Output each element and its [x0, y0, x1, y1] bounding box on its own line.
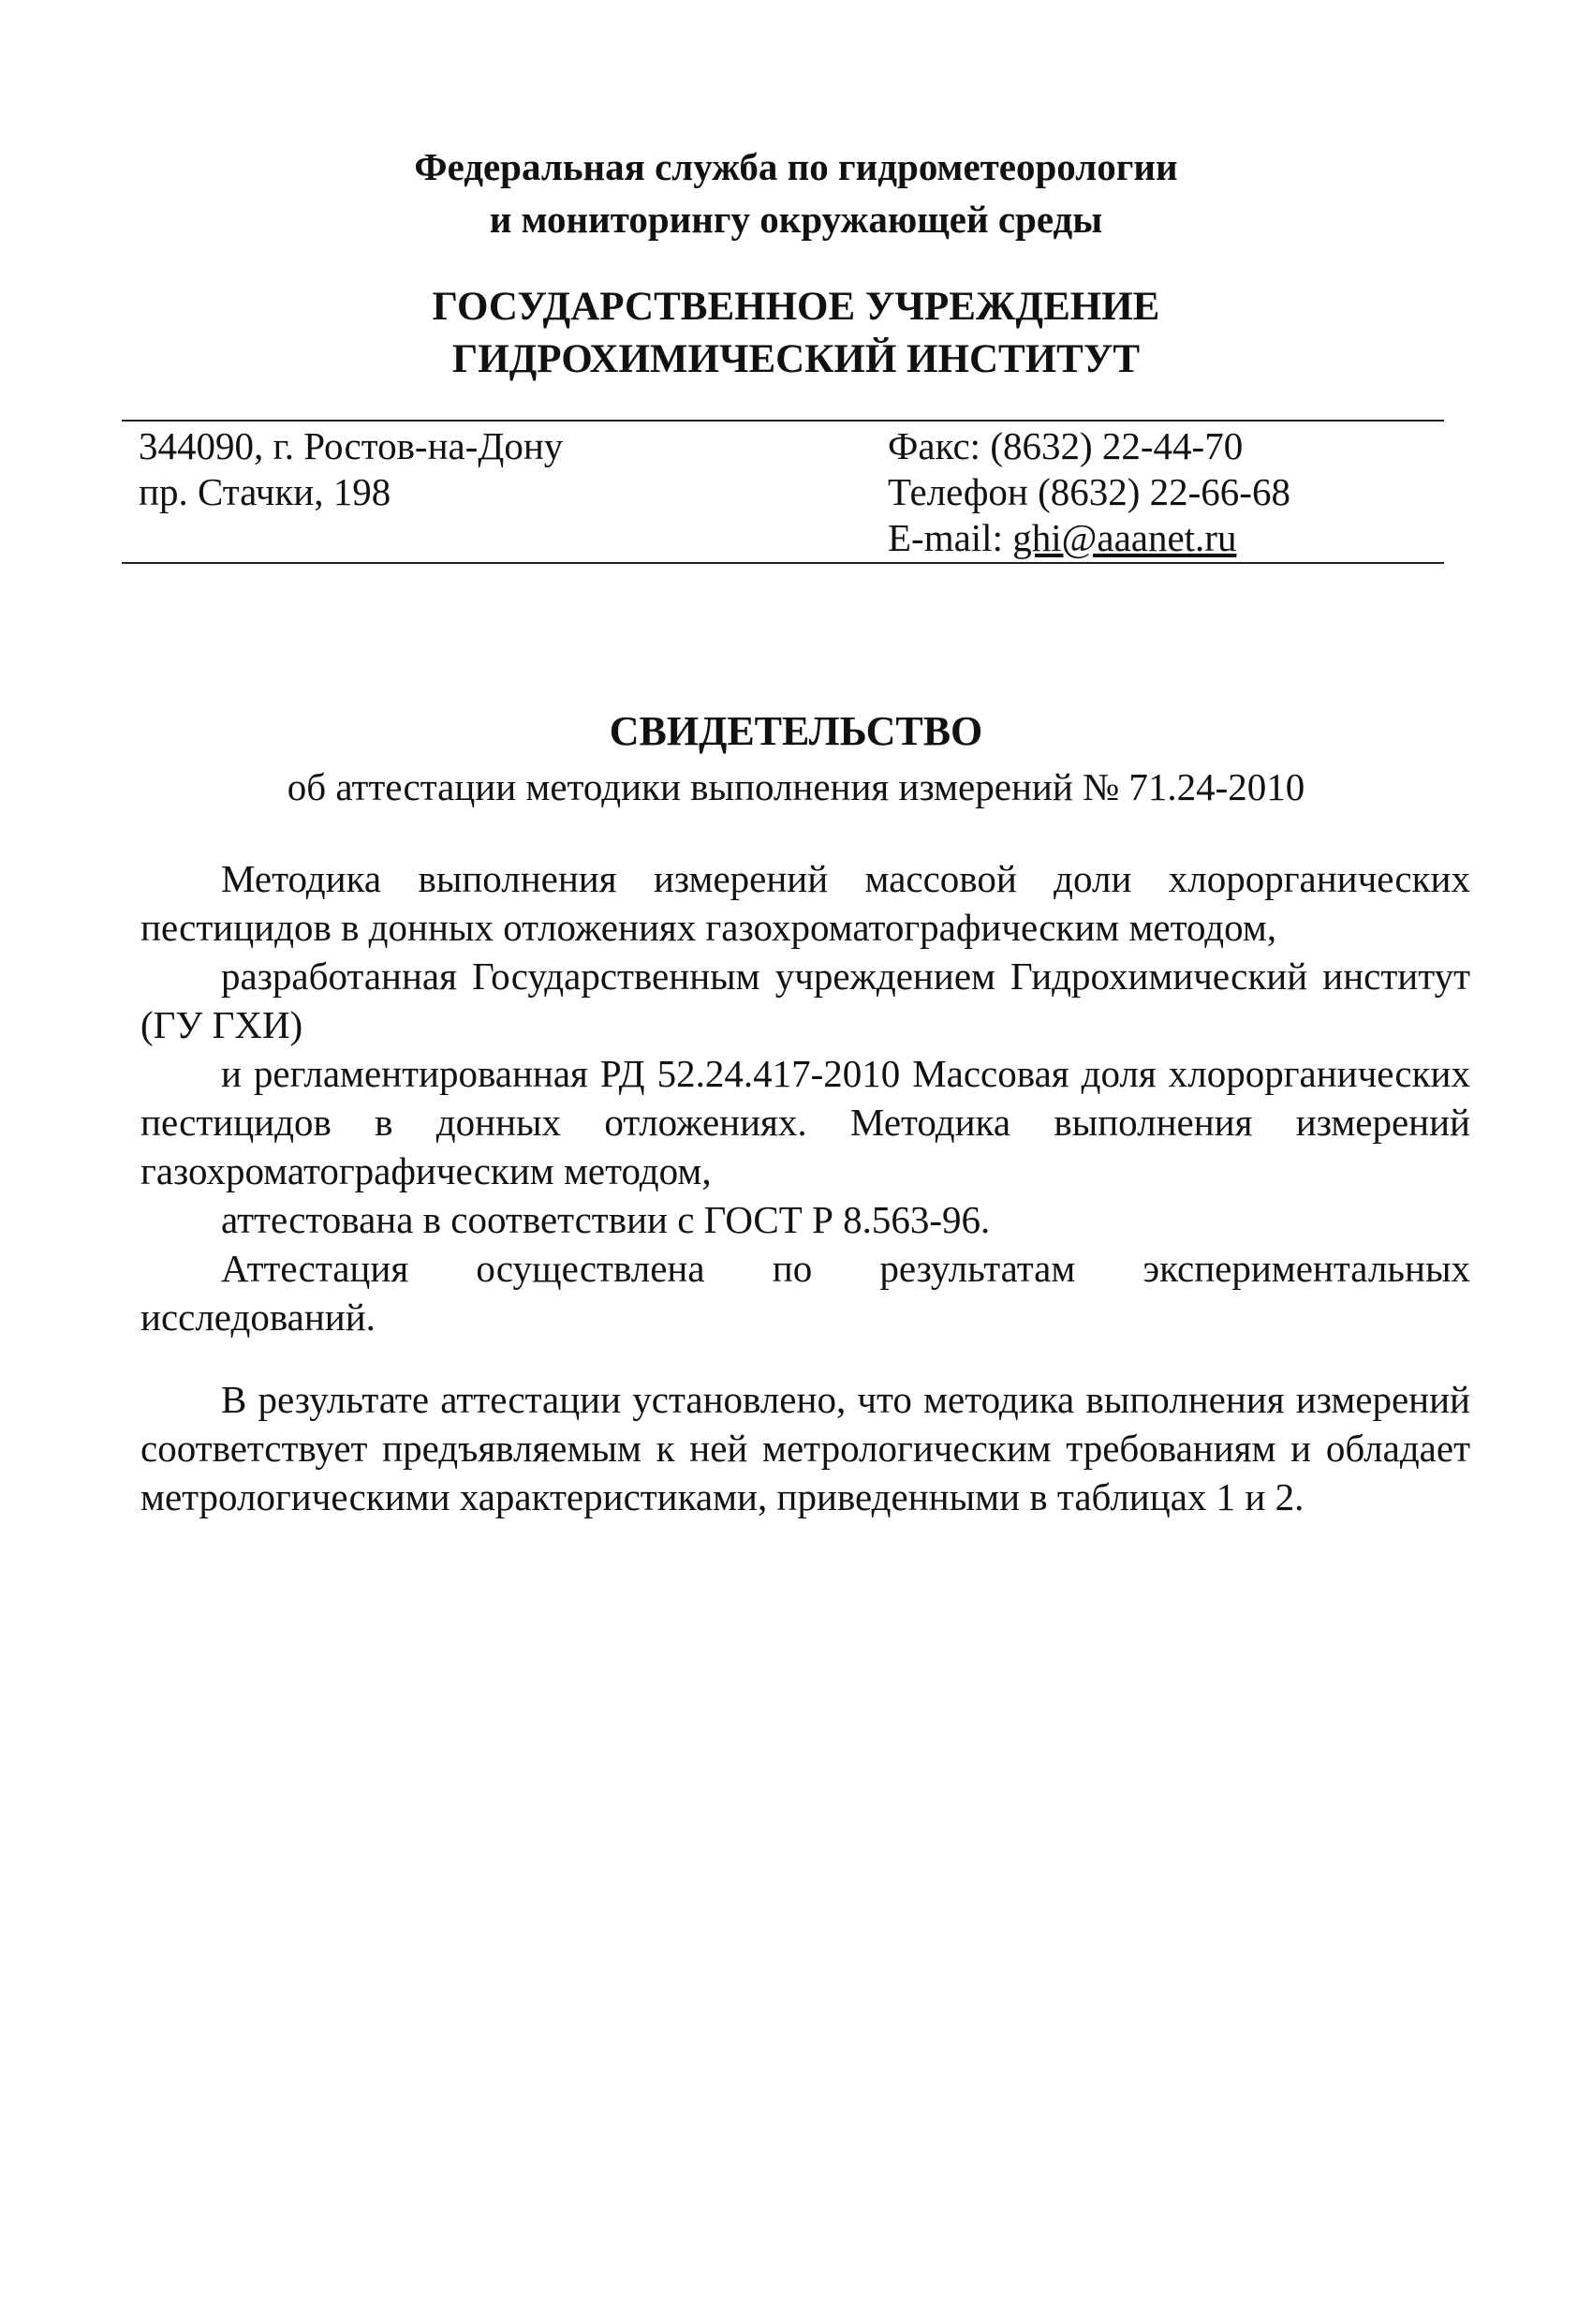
institution-header [0, 281, 1592, 386]
email-line [888, 515, 1290, 561]
institution-line-1: ГОСУДАРСТВЕННОЕ УЧРЕЖДЕНИЕ [432, 285, 1160, 329]
body-paragraph-regulation: и регламентированная РД 52.24.417-2010 Массовая доля хлорорганических пестицидов в донных отложениях. Методика выполнения измерений газохроматографическим методом, [140, 1052, 1470, 1192]
certificate-body [140, 854, 1470, 1341]
certificate-result [140, 1375, 1470, 1521]
certificate-subtitle: об аттестации методики выполнения измерений № 71.24-2010 [287, 765, 1305, 808]
agency-header [0, 141, 1592, 245]
agency-line-2: и мониторингу окружающей среды [489, 198, 1103, 241]
address-block [139, 423, 563, 515]
email-label: E-mail: [888, 516, 1013, 559]
body-paragraph-basis: Аттестация осуществлена по результатам экспериментальных исследований. [140, 1247, 1470, 1339]
address-line-2: пр. Стачки, 198 [139, 470, 391, 513]
email-link[interactable]: ghi@aaanet.ru [1012, 516, 1237, 559]
contact-top-divider [122, 420, 1444, 422]
contact-details [888, 423, 1290, 561]
body-paragraph-standard: аттестована в соответствии с ГОСТ Р 8.563-96. [221, 1198, 991, 1241]
agency-line-1: Федеральная служба по гидрометеорологии [414, 145, 1178, 188]
institution-line-2: ГИДРОХИМИЧЕСКИЙ ИНСТИТУТ [451, 337, 1141, 381]
body-paragraph-developer: разработанная Государственным учреждением Гидрохимический институт (ГУ ГХИ) [140, 955, 1470, 1046]
certificate-title: СВИДЕТЕЛЬСТВО [609, 708, 983, 754]
result-paragraph: В результате аттестации установлено, что методика выполнения измерений соответствует предъявляемым к ней метрологическим требованиям и обладает метрологическими характеристиками, приведенными в таблицах 1 и 2. [140, 1378, 1470, 1518]
phone-number: Телефон (8632) 22-66-68 [888, 470, 1290, 513]
contact-bottom-divider [122, 562, 1444, 564]
address-line-1: 344090, г. Ростов-на-Дону [139, 424, 564, 467]
fax-number: Факс: (8632) 22-44-70 [888, 424, 1244, 467]
body-paragraph-method: Методика выполнения измерений массовой доли хлорорганических пестицидов в донных отложениях газохроматографическим методом, [140, 857, 1470, 949]
